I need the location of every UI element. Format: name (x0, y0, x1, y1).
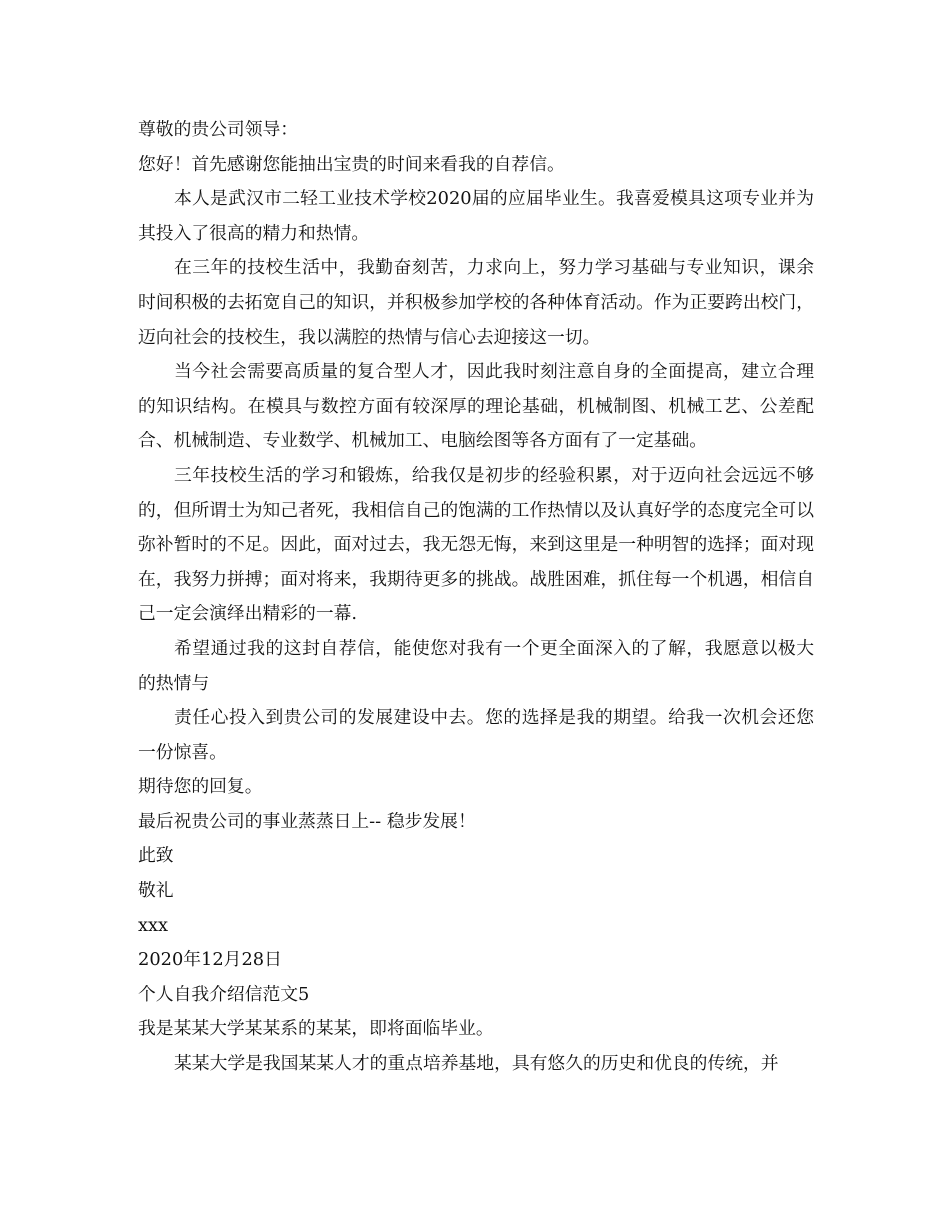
paragraph-knowledge: 当今社会需要高质量的复合型人才，因此我时刻注意自身的全面提高，建立合理的知识结构。在模具与数控方面有较深厚的理论基础，机械制图、机械工艺、公差配合、机械制造、专业数学、机械加工、电脑绘图等各方面有了一定基础。 (138, 361, 814, 452)
paragraph-intro: 本人是武汉市二轻工业技术学校2020届的应届毕业生。我喜爱模具这项专业并为其投入了很高的精力和热情。 (138, 188, 814, 244)
date: 2020年12月28日 (138, 949, 282, 971)
section-title: 个人自我介绍信范文5 (138, 983, 310, 1005)
blessing: 最后祝贵公司的事业蒸蒸日上-- 稳步发展！ (138, 810, 476, 832)
section-paragraph-2: 某某大学是我国某某人才的重点培养基地，具有悠久的历史和优良的传统，并 (174, 1053, 779, 1075)
closing-line-1: 此致 (138, 845, 174, 867)
await-reply: 期待您的回复。 (138, 776, 263, 798)
greeting: 您好！首先感谢您能抽出宝贵的时间来看我的自荐信。 (138, 153, 565, 175)
paragraph-school-life: 在三年的技校生活中，我勤奋刻苦，力求向上，努力学习基础与专业知识，课余时间积极的去拓宽自己的知识，并积极参加学校的各种体育活动。作为正要跨出校门，迈向社会的技校生，我以满腔的热情与信心去迎接这一切。 (138, 257, 814, 348)
salutation: 尊敬的贵公司领导： (138, 119, 299, 140)
letter-body (138, 113, 814, 1082)
paragraph-hope-second: 责任心投入到贵公司的发展建设中去。您的选择是我的期望。给我一次机会还您一份惊喜。 (138, 707, 814, 763)
closing-line-2: 敬礼 (138, 880, 174, 902)
paragraph-experience: 三年技校生活的学习和锻炼，给我仅是初步的经验积累，对于迈向社会远远不够的，但所谓士为知己者死，我相信自己的饱满的工作热情以及认真好学的态度完全可以弥补暂时的不足。因此，面对过去，我无怨无悔，来到这里是一种明智的选择；面对现在，我努力拼搏；面对将来，我期待更多的挑战。战胜困难，抓住每一个机遇，相信自己一定会演绎出精彩的一幕. (138, 464, 814, 625)
paragraph-hope-first: 希望通过我的这封自荐信，能使您对我有一个更全面深入的了解，我愿意以极大的热情与 (138, 637, 814, 694)
signature: xxx (138, 914, 169, 936)
section-paragraph-1: 我是某某大学某某系的某某，即将面临毕业。 (138, 1018, 494, 1040)
